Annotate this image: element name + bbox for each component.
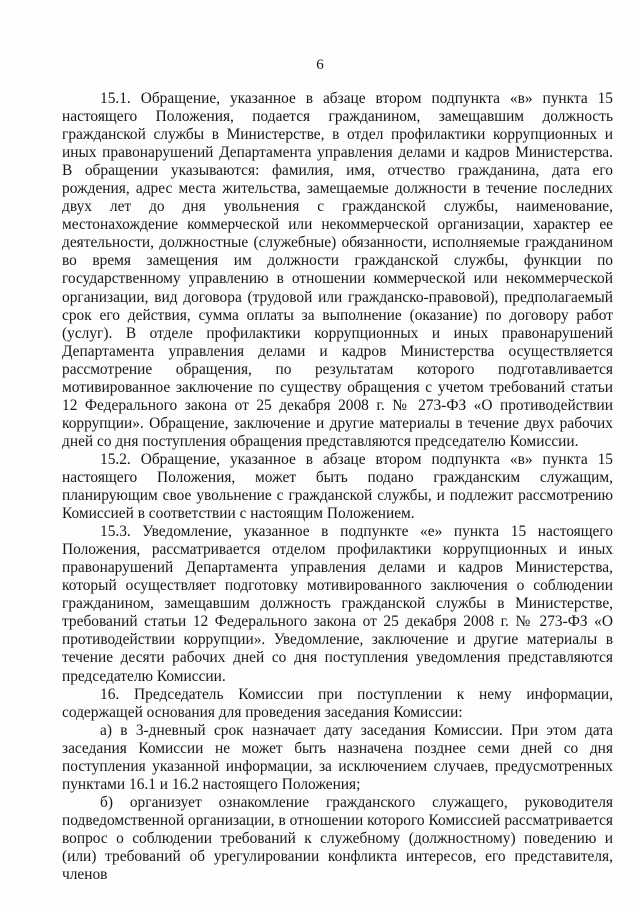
paragraph-15-3: 15.3. Уведомление, указанное в подпункте «е» пункта 15 настоящего Положения, рассматривается отделом профилактики коррупционных и иных правонарушений Департамента управления делами и кадров Министерства, который осуществляет подготовку мотивированного заключения о соблюдении гражданином, замещавшим должность гражданской службы в Министерстве, требований статьи 12 Федерального закона от 25 декабря 2008 г. № 273-ФЗ «О противодействии коррупции». Уведомление, заключение и другие материалы в течение десяти рабочих дней со дня поступления уведомления представляются председателю Комиссии.	[62, 523, 613, 685]
document-body	[62, 90, 613, 884]
paragraph-16-b: б) организует ознакомление гражданского служащего, руководителя подведомственной организации, в отношении которого Комиссией рассматривается вопрос о соблюдении требований к служебному (должностному) поведению и (или) требований об урегулировании конфликта интересов, его представителя, членов	[62, 793, 613, 884]
paragraph-15-2: 15.2. Обращение, указанное в абзаце втором подпункта «в» пункта 15 настоящего Положения, может быть подано гражданским служащим, планирующим свое увольнение с гражданской службы, и подлежит рассмотрению Комиссией в соответствии с настоящим Положением.	[62, 450, 613, 523]
paragraph-16: 16. Председатель Комиссии при поступлении к нему информации, содержащей основания для проведения заседания Комиссии:	[62, 685, 613, 721]
paragraph-16-a: а) в 3-дневный срок назначает дату заседания Комиссии. При этом дата заседания Комиссии не может быть назначена позднее семи дней со дня поступления указанной информации, за исключением случаев, предусмотренных пунктами 16.1 и 16.2 настоящего Положения;	[62, 721, 613, 793]
page-number: 6	[316, 57, 324, 73]
paragraph-15-1: 15.1. Обращение, указанное в абзаце втором подпункта «в» пункта 15 настоящего Положения, подается гражданином, замещавшим должность гражданской службы в Министерстве, в отдел профилактики коррупционных и иных правонарушений Департамента управления делами и кадров Министерства. В обращении указываются: фамилия, имя, отчество гражданина, дата его рождения, адрес места жительства, замещаемые должности в течение последних двух лет до дня увольнения с гражданской службы, наименование, местонахождение коммерческой или некоммерческой организации, характер ее деятельности, должностные (служебные) обязанности, исполняемые гражданином во время замещения им должности гражданской службы, функции по государственному управлению в отношении коммерческой или некоммерческой организации, вид договора (трудовой или гражданско-правовой), предполагаемый срок его действия, сумма оплаты за выполнение (оказание) по договору работ (услуг). В отделе профилактики коррупционных и иных правонарушений Департамента управления делами и кадров Министерства осуществляется рассмотрение обращения, по результатам которого подготавливается мотивированное заключение по существу обращения с учетом требований статьи 12 Федерального закона от 25 декабря 2008 г. № 273-ФЗ «О противодействии коррупции». Обращение, заключение и другие материалы в течение двух рабочих дней со дня поступления обращения представляются председателю Комиссии.	[62, 90, 613, 450]
